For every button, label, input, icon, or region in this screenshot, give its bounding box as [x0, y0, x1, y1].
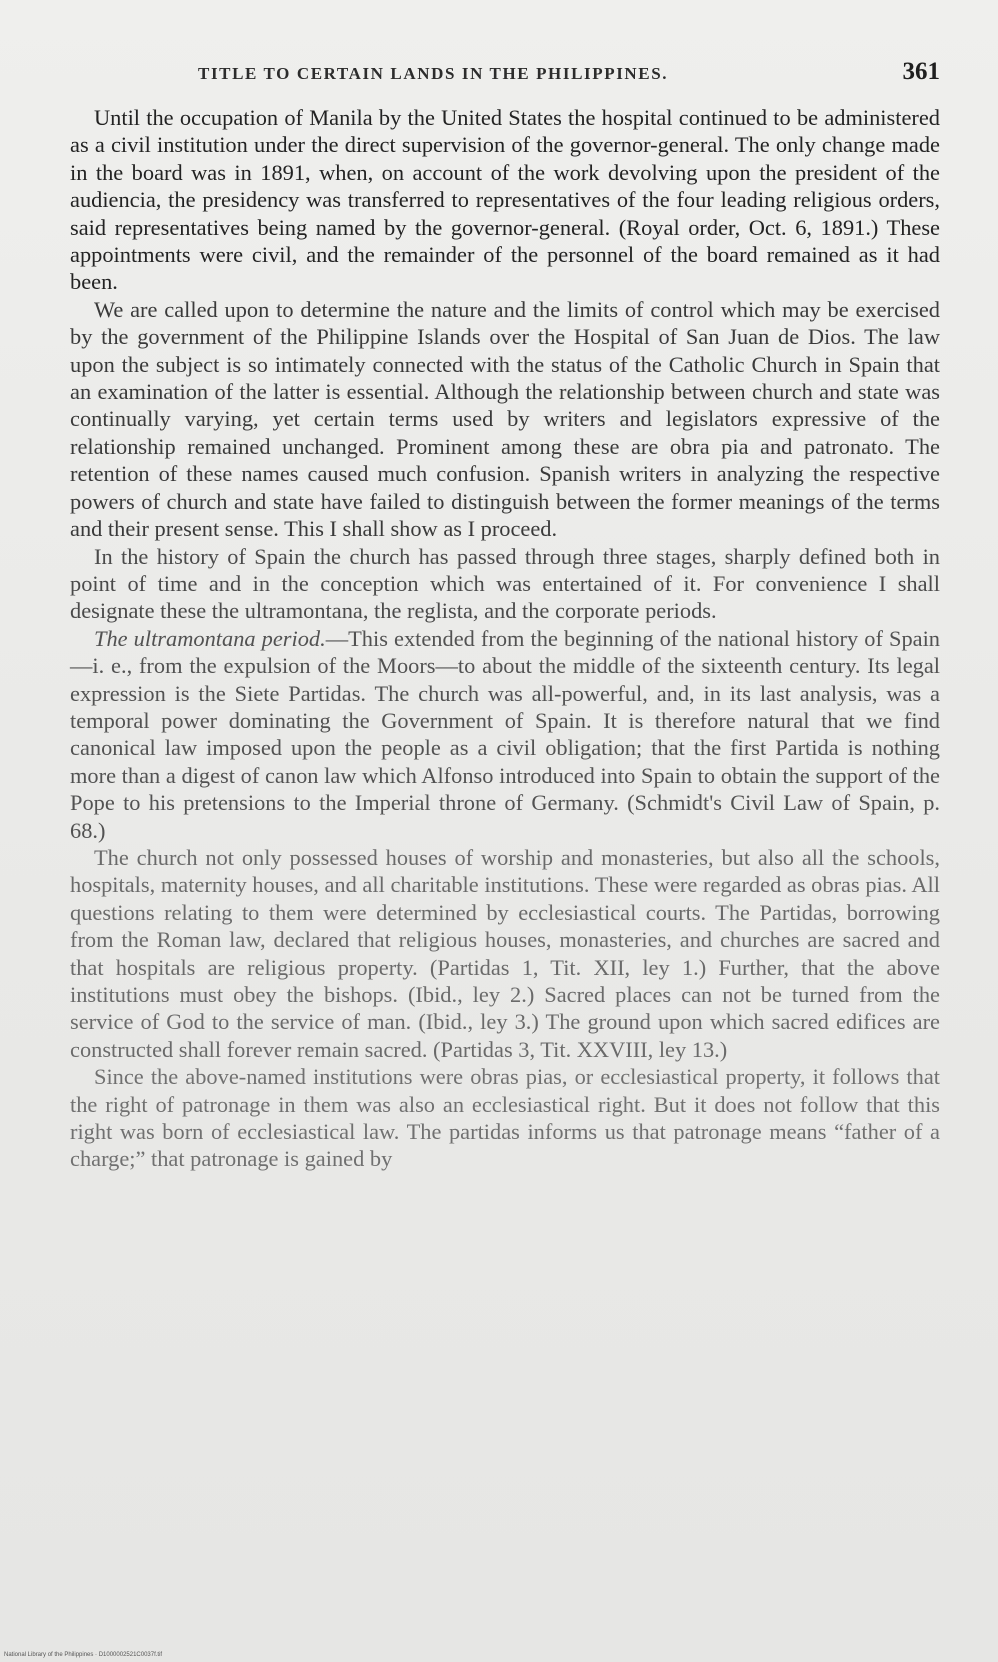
- paragraph-text: —This extended from the beginning of the national history of Spain—i. e., from the expulsion of the Moors—to about the middle of the sixteenth century. Its legal expression is the Siete Partidas. The church was all-powerful, and, in its last analysis, was a temporal power dominating the Government of Spain. It is therefore natural that we find canonical law imposed upon the people as a civil obligation; that the first Partida is nothing more than a digest of canon law which Alfonso introduced into Spain to obtain the support of the Pope to his pretensions to the Imperial throne of Germany. (Schmidt's Civil Law of Spain, p. 68.): [70, 625, 940, 843]
- paragraph-church-possessions: [70, 844, 940, 1063]
- paragraph-text: The church not only possessed houses of worship and monasteries, but also all the schools, hospitals, maternity houses, and all charitable institutions. These were regarded as obras pias. All questions relating to them were determined by ecclesiastical courts. The Partidas, borrowing from the Roman law, declared that religious houses, monasteries, and churches are sacred and that hospitals are religious property. (Partidas 1, Tit. XII, ley 1.) Further, that the above institutions must obey the bishops. (Ibid., ley 2.) Sacred places can not be turned from the service of God to the service of man. (Ibid., ley 3.) The ground upon which sacred edifices are constructed shall forever remain sacred. (Partidas 3, Tit. XXVIII, ley 13.): [70, 844, 940, 1062]
- page-number: 361: [902, 58, 940, 85]
- paragraph-patronage: [70, 1063, 940, 1173]
- paragraph-text: We are called upon to determine the nature and the limits of control which may be exercised by the government of the Philippine Islands over the Hospital of San Juan de Dios. The law upon the subject is so intimately connected with the status of the Catholic Church in Spain that an examination of the latter is essential. Although the relationship between church and state was continually varying, yet certain terms used by writers and legislators expressive of the relationship remained unchanged. Prominent among these are obra pia and patronato. The retention of these names caused much confusion. Spanish writers in analyzing the respective powers of church and state have failed to distinguish between the former meanings of the terms and their present sense. This I shall show as I proceed.: [70, 296, 940, 542]
- page-header: [70, 58, 940, 98]
- paragraph-ultramontana-period: [70, 625, 940, 844]
- paragraph-hospital-administration: [70, 104, 940, 296]
- running-title: TITLE TO CERTAIN LANDS IN THE PHILIPPINES.: [198, 64, 669, 83]
- scan-credit: National Library of the Philippines · D1000002521C0037f.tif: [4, 1652, 163, 1658]
- body-text: [70, 104, 940, 1173]
- paragraph-three-stages: [70, 543, 940, 625]
- paragraph-nature-of-control: [70, 296, 940, 543]
- paragraph-text: Until the occupation of Manila by the United States the hospital continued to be administered as a civil institution under the direct supervision of the governor-general. The only change made in the board was in 1891, when, on account of the work devolving upon the president of the audiencia, the presidency was transferred to representatives of the four leading religious orders, said representatives being named by the governor-general. (Royal order, Oct. 6, 1891.) These appointments were civil, and the remainder of the personnel of the board remained as it had been.: [70, 105, 940, 295]
- paragraph-text: In the history of Spain the church has passed through three stages, sharply defined both in point of time and in the conception which was entertained of it. For convenience I shall designate these the ultramontana, the reglista, and the corporate periods.: [70, 543, 940, 624]
- section-lead: The ultramontana period.: [94, 625, 326, 651]
- paragraph-text: Since the above-named institutions were obras pias, or ecclesiastical property, it follows that the right of patronage in them was also an ecclesiastical right. But it does not follow that this right was born of ecclesiastical law. The partidas informs us that patronage means “father of a charge;” that patronage is gained by: [70, 1064, 940, 1172]
